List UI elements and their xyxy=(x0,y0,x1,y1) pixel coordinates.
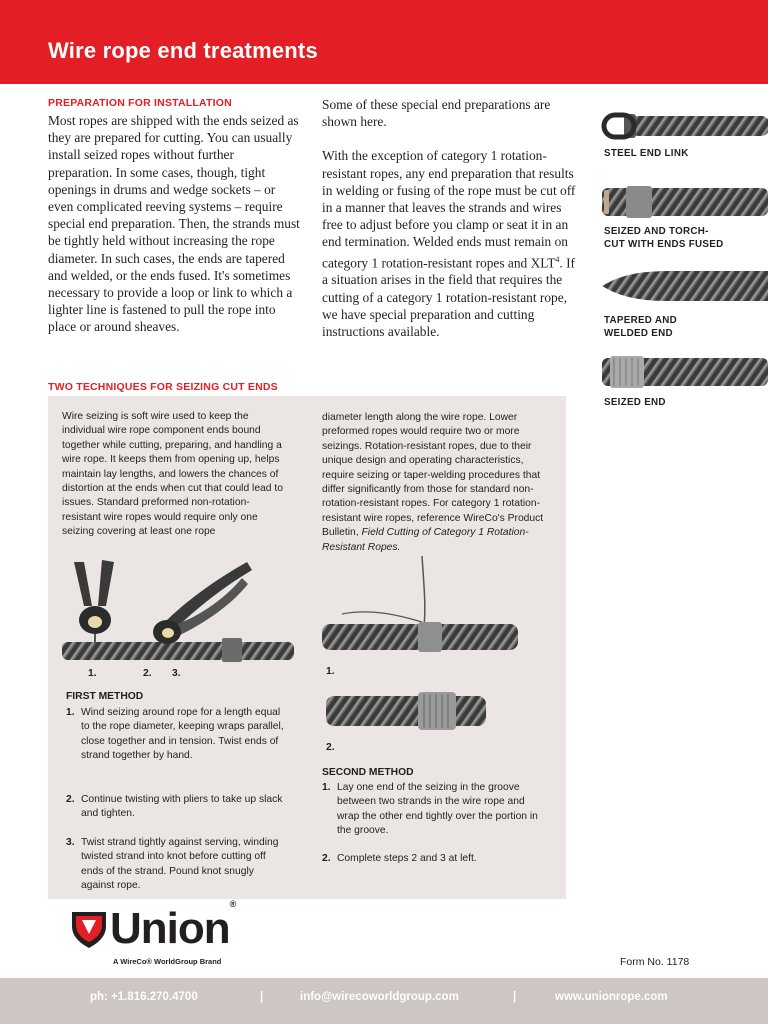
brand-tagline: A WireCo® WorldGroup Brand xyxy=(113,957,222,966)
second-method-illustration-2 xyxy=(326,688,490,732)
figure-label-first-2: 2. xyxy=(143,668,152,679)
preparation-col2-para2 xyxy=(322,147,577,340)
end-type-label-seized: SEIZED END xyxy=(604,397,666,408)
seizing-heading: TWO TECHNIQUES FOR SEIZING CUT ENDS xyxy=(48,381,278,393)
union-shield-icon xyxy=(72,912,106,948)
steel-end-link-image xyxy=(600,108,768,144)
second-method-heading: SECOND METHOD xyxy=(322,767,414,778)
figure-label-first-1: 1. xyxy=(88,668,97,679)
footer-separator-1: | xyxy=(260,991,264,1003)
footer-separator-2: | xyxy=(513,991,517,1003)
seized-end-image xyxy=(602,354,768,390)
end-type-label-tapered: TAPERED AND WELDED END xyxy=(604,315,677,339)
intro-col2-text: diameter length along the wire rope. Lower preformed ropes would require two or more seizings. Rotation-resistant ropes, due to their unique design and operating characteristics, require seizing or taper-welding procedures that differ significantly from those for standard non-rotation-resistant ropes. For category 1 rotation-resistant wire ropes, reference WireCo's Product Bulletin, xyxy=(322,412,544,539)
para2-part-b: . If a situation arises in the field that requires the cutting of a category 1 rotation-resistant rope, we have special preparation and cutting instructions available. xyxy=(322,255,576,339)
second-method-illustration-1 xyxy=(322,556,522,660)
first-method-heading: FIRST METHOD xyxy=(66,691,144,702)
figure-label-first-3: 3. xyxy=(172,668,181,679)
xlt-superscript: 4 xyxy=(555,254,560,264)
page-title: Wire rope end treatments xyxy=(48,38,318,63)
footer-email-link[interactable]: info@wirecoworldgroup.com xyxy=(300,991,459,1003)
seizing-intro-col1: Wire seizing is soft wire used to keep the individual wire rope component ends bound together while cutting, preparing, and handling a wire rope. It keeps them from opening up, helps maintain lay lengths, and lowers the chances of distortion at the ends when cut that could lead to issues. Standard preformed non-rotation-resistant wire ropes would require only one seizing covering at least one rope xyxy=(62,411,283,538)
footer-website-link[interactable]: www.unionrope.com xyxy=(555,991,668,1003)
bulletin-title: Field Cutting of Category 1 Rotation-Resistant Ropes. xyxy=(322,527,529,553)
preparation-col2-para1: Some of these special end preparations are shown here. xyxy=(322,97,551,130)
para2-part-a: With the exception of category 1 rotation-resistant ropes, any end preparation that results in welding or fusing of the rope must be cut off in a manner that leaves the strands and wires free to adjust before you clamp or seat it in an end termination. Welded ends must remain on category 1 rotation-resistant ropes and XLT xyxy=(322,148,576,271)
end-type-label-seized-torch: SEIZED AND TORCH- CUT WITH ENDS FUSED xyxy=(604,226,724,250)
figure-label-second-2: 2. xyxy=(326,742,335,753)
seized-torch-cut-image xyxy=(602,184,768,220)
form-number: Form No. 1178 xyxy=(620,956,690,968)
preparation-column-2 xyxy=(322,96,577,357)
preparation-heading: PREPARATION FOR INSTALLATION xyxy=(48,97,232,109)
union-logo-wordmark: Union® xyxy=(110,899,236,953)
contact-footer xyxy=(0,978,768,1024)
figure-label-second-1: 1. xyxy=(326,666,335,677)
page-header xyxy=(0,0,768,84)
seizing-intro-col2 xyxy=(322,411,554,555)
tapered-welded-end-image xyxy=(602,268,768,304)
first-method-illustration xyxy=(62,556,302,668)
footer-phone[interactable]: ph: +1.816.270.4700 xyxy=(90,991,198,1003)
end-type-label-steel-link: STEEL END LINK xyxy=(604,148,689,159)
preparation-body: Most ropes are shipped with the ends seized as they are prepared for cutting. You can usually install seized ropes without further preparation. In some cases, though, tight openings in drums and wedge sockets – or even complicated reeving systems – require special end preparation. Then, the strands must be tightly held without increasing the rope diameter. In such cases, the ends are tapered and welded, or the ends fused. It's sometimes necessary to provide a loop or link to which a lighter line is fastened to pull the rope into place or around sheaves. xyxy=(48,113,300,335)
